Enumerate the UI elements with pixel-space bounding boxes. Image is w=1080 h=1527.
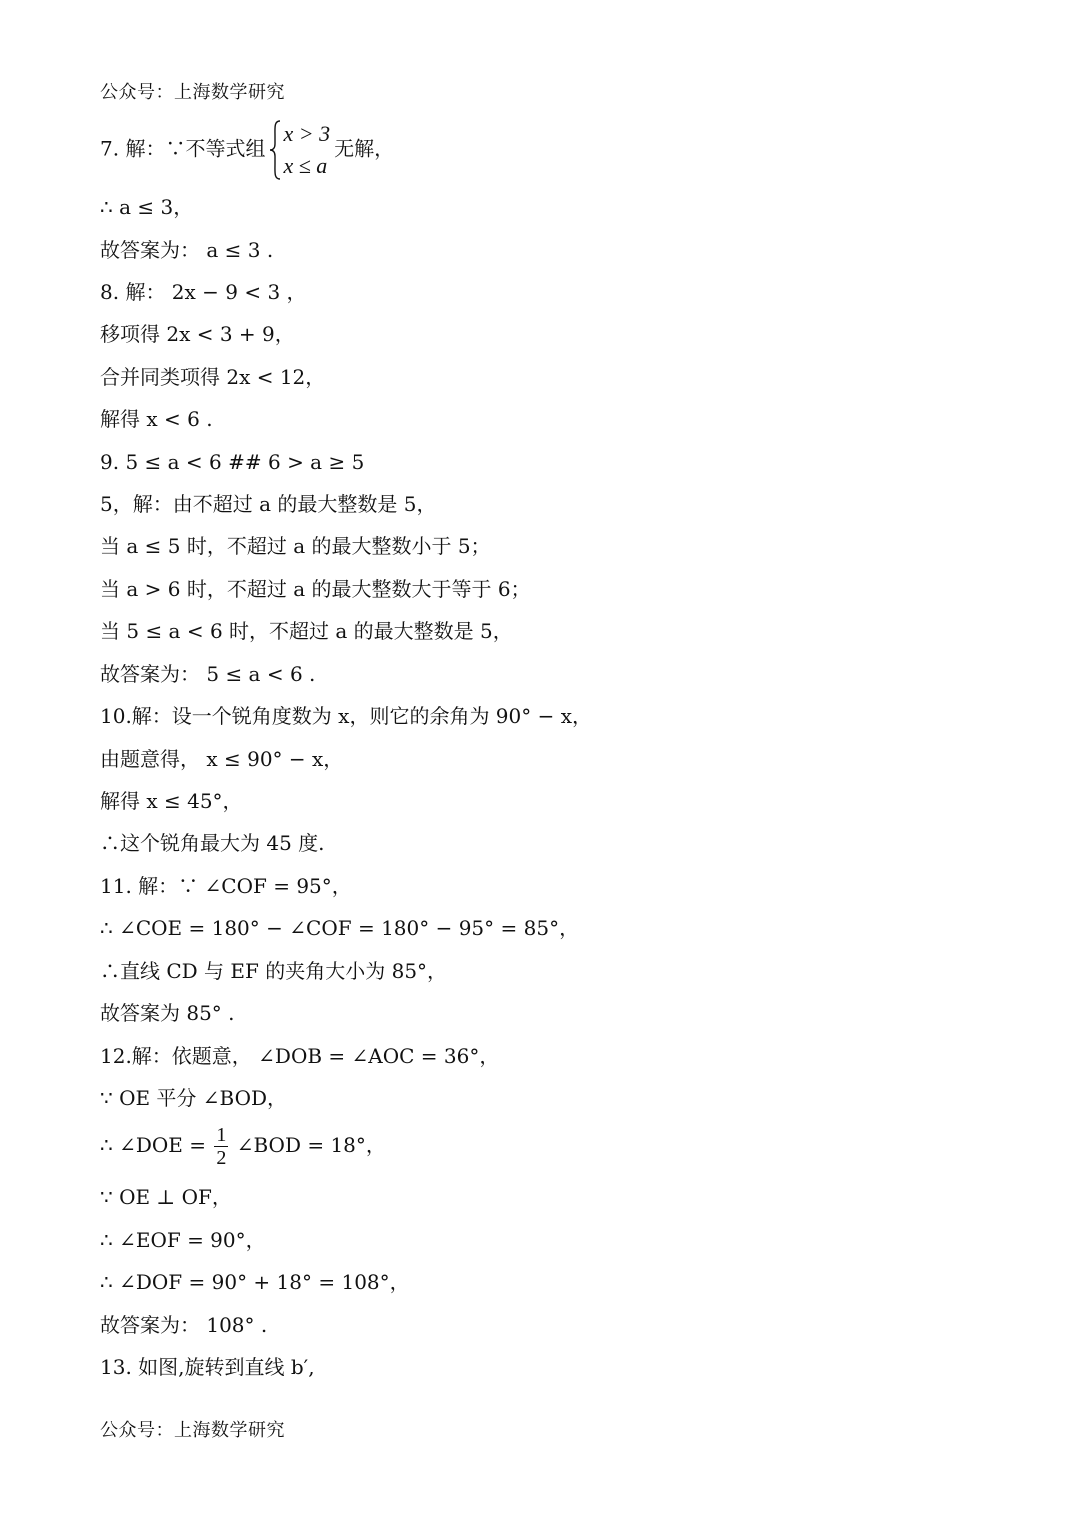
- solution-line: 当 a > 6 时，不超过 a 的最大整数大于等于 6；: [100, 577, 531, 601]
- solution-line: 当 a ≤ 5 时，不超过 a 的最大整数小于 5；: [100, 534, 491, 558]
- solution-line: 由题意得， x ≤ 90° − x，: [100, 747, 344, 771]
- page-footer: 公众号：上海数学研究: [100, 1420, 285, 1441]
- solution-line: 故答案为： a ≤ 3 .: [100, 238, 274, 262]
- solution-line: 10.解：设一个锐角度数为 x，则它的余角为 90° − x，: [100, 704, 593, 728]
- q7-prefix: 7. 解：∵不等式组: [100, 136, 266, 161]
- solution-line: ∴ a ≤ 3，: [100, 195, 194, 219]
- solution-line: 当 5 ≤ a < 6 时，不超过 a 的最大整数是 5，: [100, 619, 513, 643]
- solution-line: 11. 解：∵ ∠COF = 95°，: [100, 874, 352, 898]
- solution-line: ∴ ∠EOF = 90°，: [100, 1228, 266, 1252]
- fraction-one-half: [214, 1124, 228, 1169]
- solution-line: 故答案为 85° .: [100, 1001, 235, 1025]
- solution-line: 故答案为： 5 ≤ a < 6 .: [100, 662, 316, 686]
- solution-line: 9. 5 ≤ a < 6 ## 6 > a ≥ 5: [100, 450, 365, 474]
- q7-suffix: 无解，: [334, 136, 395, 161]
- q7-line: [100, 118, 394, 182]
- solution-line: 解得 x ≤ 45°，: [100, 789, 243, 813]
- solution-line: ∵ OE 平分 ∠BOD，: [100, 1086, 288, 1110]
- page-header: 公众号：上海数学研究: [100, 82, 285, 103]
- solution-line: ∴ ∠DOF = 90° + 18° = 108°，: [100, 1270, 410, 1294]
- system-row-1: x > 3: [283, 121, 331, 146]
- solution-line: 故答案为： 108° .: [100, 1313, 268, 1337]
- fraction-suffix: ∠BOD = 18°，: [236, 1133, 386, 1157]
- system-row-2: x ≤ a: [283, 153, 328, 178]
- fraction-numerator: 1: [216, 1124, 227, 1146]
- solution-line: 13. 如图,旋转到直线 b′,: [100, 1355, 315, 1379]
- solution-line: 合并同类项得 2x < 12，: [100, 365, 326, 389]
- solution-line: 5，解：由不超过 a 的最大整数是 5，: [100, 492, 437, 516]
- solution-line: ∴ ∠COE = 180° − ∠COF = 180° − 95° = 85°，: [100, 916, 580, 940]
- solution-line: ∵ OE ⊥ OF，: [100, 1185, 232, 1209]
- solution-line: 解得 x < 6 .: [100, 407, 213, 431]
- fraction-prefix: ∴ ∠DOE =: [100, 1133, 206, 1157]
- solution-line: ∴直线 CD 与 EF 的夹角大小为 85°，: [100, 959, 448, 983]
- solution-line: ∴这个锐角最大为 45 度.: [100, 831, 325, 855]
- inequality-system: [269, 118, 330, 182]
- solution-line: 8. 解： 2x − 9 < 3 ，: [100, 280, 307, 304]
- left-brace-icon: [269, 120, 281, 180]
- solution-line: 12.解：依题意， ∠DOB = ∠AOC = 36°，: [100, 1044, 500, 1068]
- fraction-denominator: 2: [216, 1147, 227, 1169]
- q12-fraction-line: [100, 1124, 386, 1169]
- solution-line: 移项得 2x < 3 + 9，: [100, 322, 295, 346]
